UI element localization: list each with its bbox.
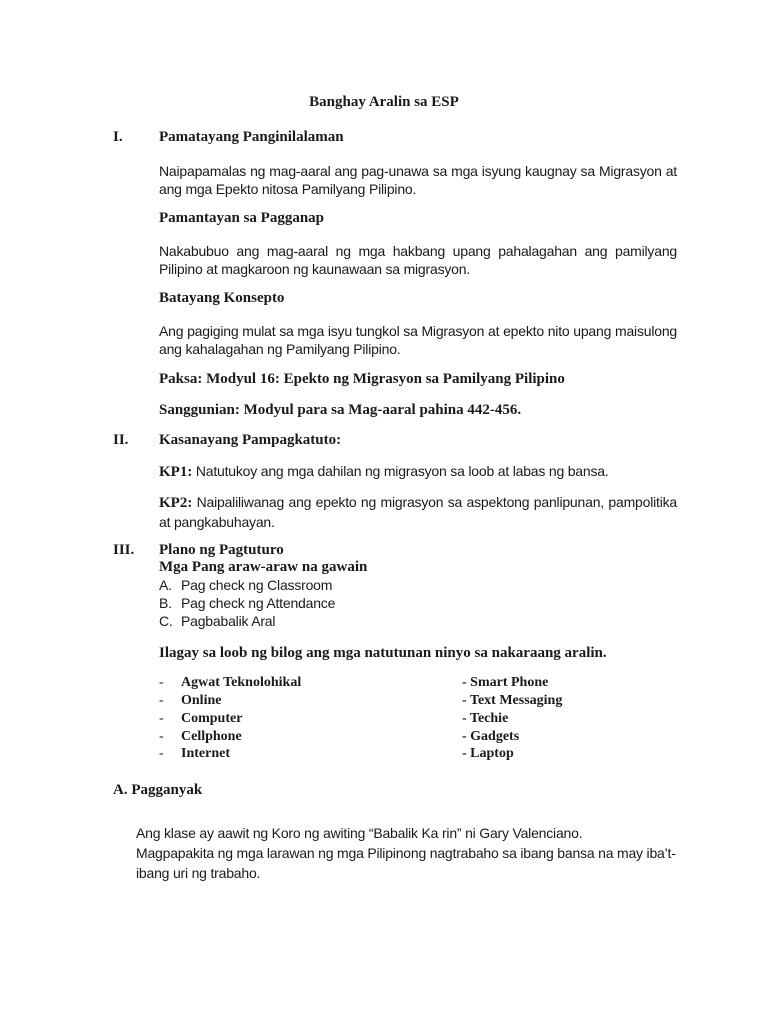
kp1-label: KP1: <box>159 464 193 480</box>
kp1-line <box>159 462 677 482</box>
list-item: - Text Messaging <box>462 693 563 708</box>
pagganyak-text <box>136 823 677 883</box>
section-2-numeral: II. <box>113 432 129 448</box>
section-2-heading: Kasanayang Pampagkatuto: <box>159 432 342 448</box>
pamantayan-heading: Pamantayan sa Pagganap <box>159 210 325 226</box>
batayang-konsepto-heading: Batayang Konsepto <box>159 290 285 306</box>
document-title: Banghay Aralin sa ESP <box>309 94 459 110</box>
section-1-text: Naipapamalas ng mag-aaral ang pag-unawa sa mga isyung kaugnay sa Migrasyon at ang mga Epekto nitosa Pamilyang Pilipino. <box>159 163 677 197</box>
batayang-konsepto-text: Ang pagiging mulat sa mga isyu tungkol sa Migrasyon at epekto nito upang maisulong ang kahalagahan ng Pamilyang Pilipino. <box>159 323 677 357</box>
pagganyak-line-3: ibang uri ng trabaho. <box>136 865 261 881</box>
list-item: - Gadgets <box>462 729 520 744</box>
document-page: Banghay Aralin sa ESP I. Pamatayang Panginilalaman Naipapamalas ng mag-aaral ang pag-unawa sa mga isyung kaugnay sa Migrasyon at ang mga Epekto nitosa Pamilyang Pilipino. Pamantayan sa Pagganap Nakabubuo ang mag-aaral ng mga hakbang upang pahalagahan ang pamilyang Pilipino at magkaroon ng kaunawaan sa migrasyon. Batayang Konsepto Ang pagiging mulat sa mga isyu tungkol sa Migrasyon at epekto nito upang maisulong ang kahalagahan ng Pamilyang Pilipino. Paksa: Modyul 16: Epekto ng Migrasyon sa Pamilyang Pilipino Sanggunian: Modyul para sa Mag-aaral pahina 442-456. II. Kasanayang Pampagkatuto: KP1: Natutukoy ang mga dahilan ng migrasyon sa loob at labas ng bansa. KP2: Naipaliliwanag ang epekto ng migrasyon sa aspektong panlipunan, pampolitika at pangkabuhayan. III. Plano ng Pagtuturo Mga Pang araw-araw na gawain A. Pag check ng Classroom B. Pag check ng Attendance C. Pagbabalik Aral Ilagay sa loob ng bilog ang mga natutunan ninyo sa nakaraang aralin. - Agwat Teknolohikal - Online - Computer - Cellphone - Internet - Smart Phone - Text Messaging - Techie - Gadgets - Laptop A. Pagganyak Ang klase ay aawit ng Koro ng awiting “Babalik Ka rin” ni Gary Valenciano. Magpapakita ng mga larawan ng mga Pilipinong nagtrabaho sa ibang bansa na may iba’t- ibang uri ng trabaho. <box>0 0 768 1024</box>
list-item: - Laptop <box>462 746 514 761</box>
section-3-numeral: III. <box>113 542 135 558</box>
kp1-text: Natutukoy ang mga dahilan ng migrasyon sa loob at labas ng bansa. <box>195 463 609 479</box>
section-3-heading: Plano ng Pagtuturo <box>159 542 284 558</box>
section-1-heading: Pamatayang Panginilalaman <box>159 129 344 145</box>
sanggunian-line: Sanggunian: Modyul para sa Mag-aaral pahina 442-456. <box>159 402 522 418</box>
kp2-line <box>159 493 677 533</box>
list-item: - Smart Phone <box>462 675 549 690</box>
kp2-text: Naipaliliwanag ang epekto ng migrasyon sa aspektong panlipunan, pampolitika at pangkabuhayan. <box>159 494 678 530</box>
section-1-numeral: I. <box>113 129 123 145</box>
pagganyak-line-1: Ang klase ay aawit ng Koro ng awiting “Babalik Ka rin” ni Gary Valenciano. <box>136 825 583 841</box>
list-item: C. Pagbabalik Aral <box>159 613 276 629</box>
pamantayan-text: Nakabubuo ang mag-aaral ng mga hakbang upang pahalagahan ang pamilyang Pilipino at magkaroon ng kaunawaan sa migrasyon. <box>159 243 677 277</box>
list-item: B. Pag check ng Attendance <box>159 595 336 611</box>
section-3-subheading: Mga Pang araw-araw na gawain <box>159 559 368 575</box>
list-item: A. Pag check ng Classroom <box>159 577 333 593</box>
pagganyak-heading: A. Pagganyak <box>113 782 203 798</box>
instruction-line: Ilagay sa loob ng bilog ang mga natutunan ninyo sa nakaraang aralin. <box>159 645 607 661</box>
kp2-label: KP2: <box>159 495 193 511</box>
pagganyak-line-2: Magpapakita ng mga larawan ng mga Pilipinong nagtrabaho sa ibang bansa na may iba’t- <box>136 845 676 861</box>
paksa-line: Paksa: Modyul 16: Epekto ng Migrasyon sa Pamilyang Pilipino <box>159 371 565 387</box>
list-item: - Techie <box>462 711 509 726</box>
